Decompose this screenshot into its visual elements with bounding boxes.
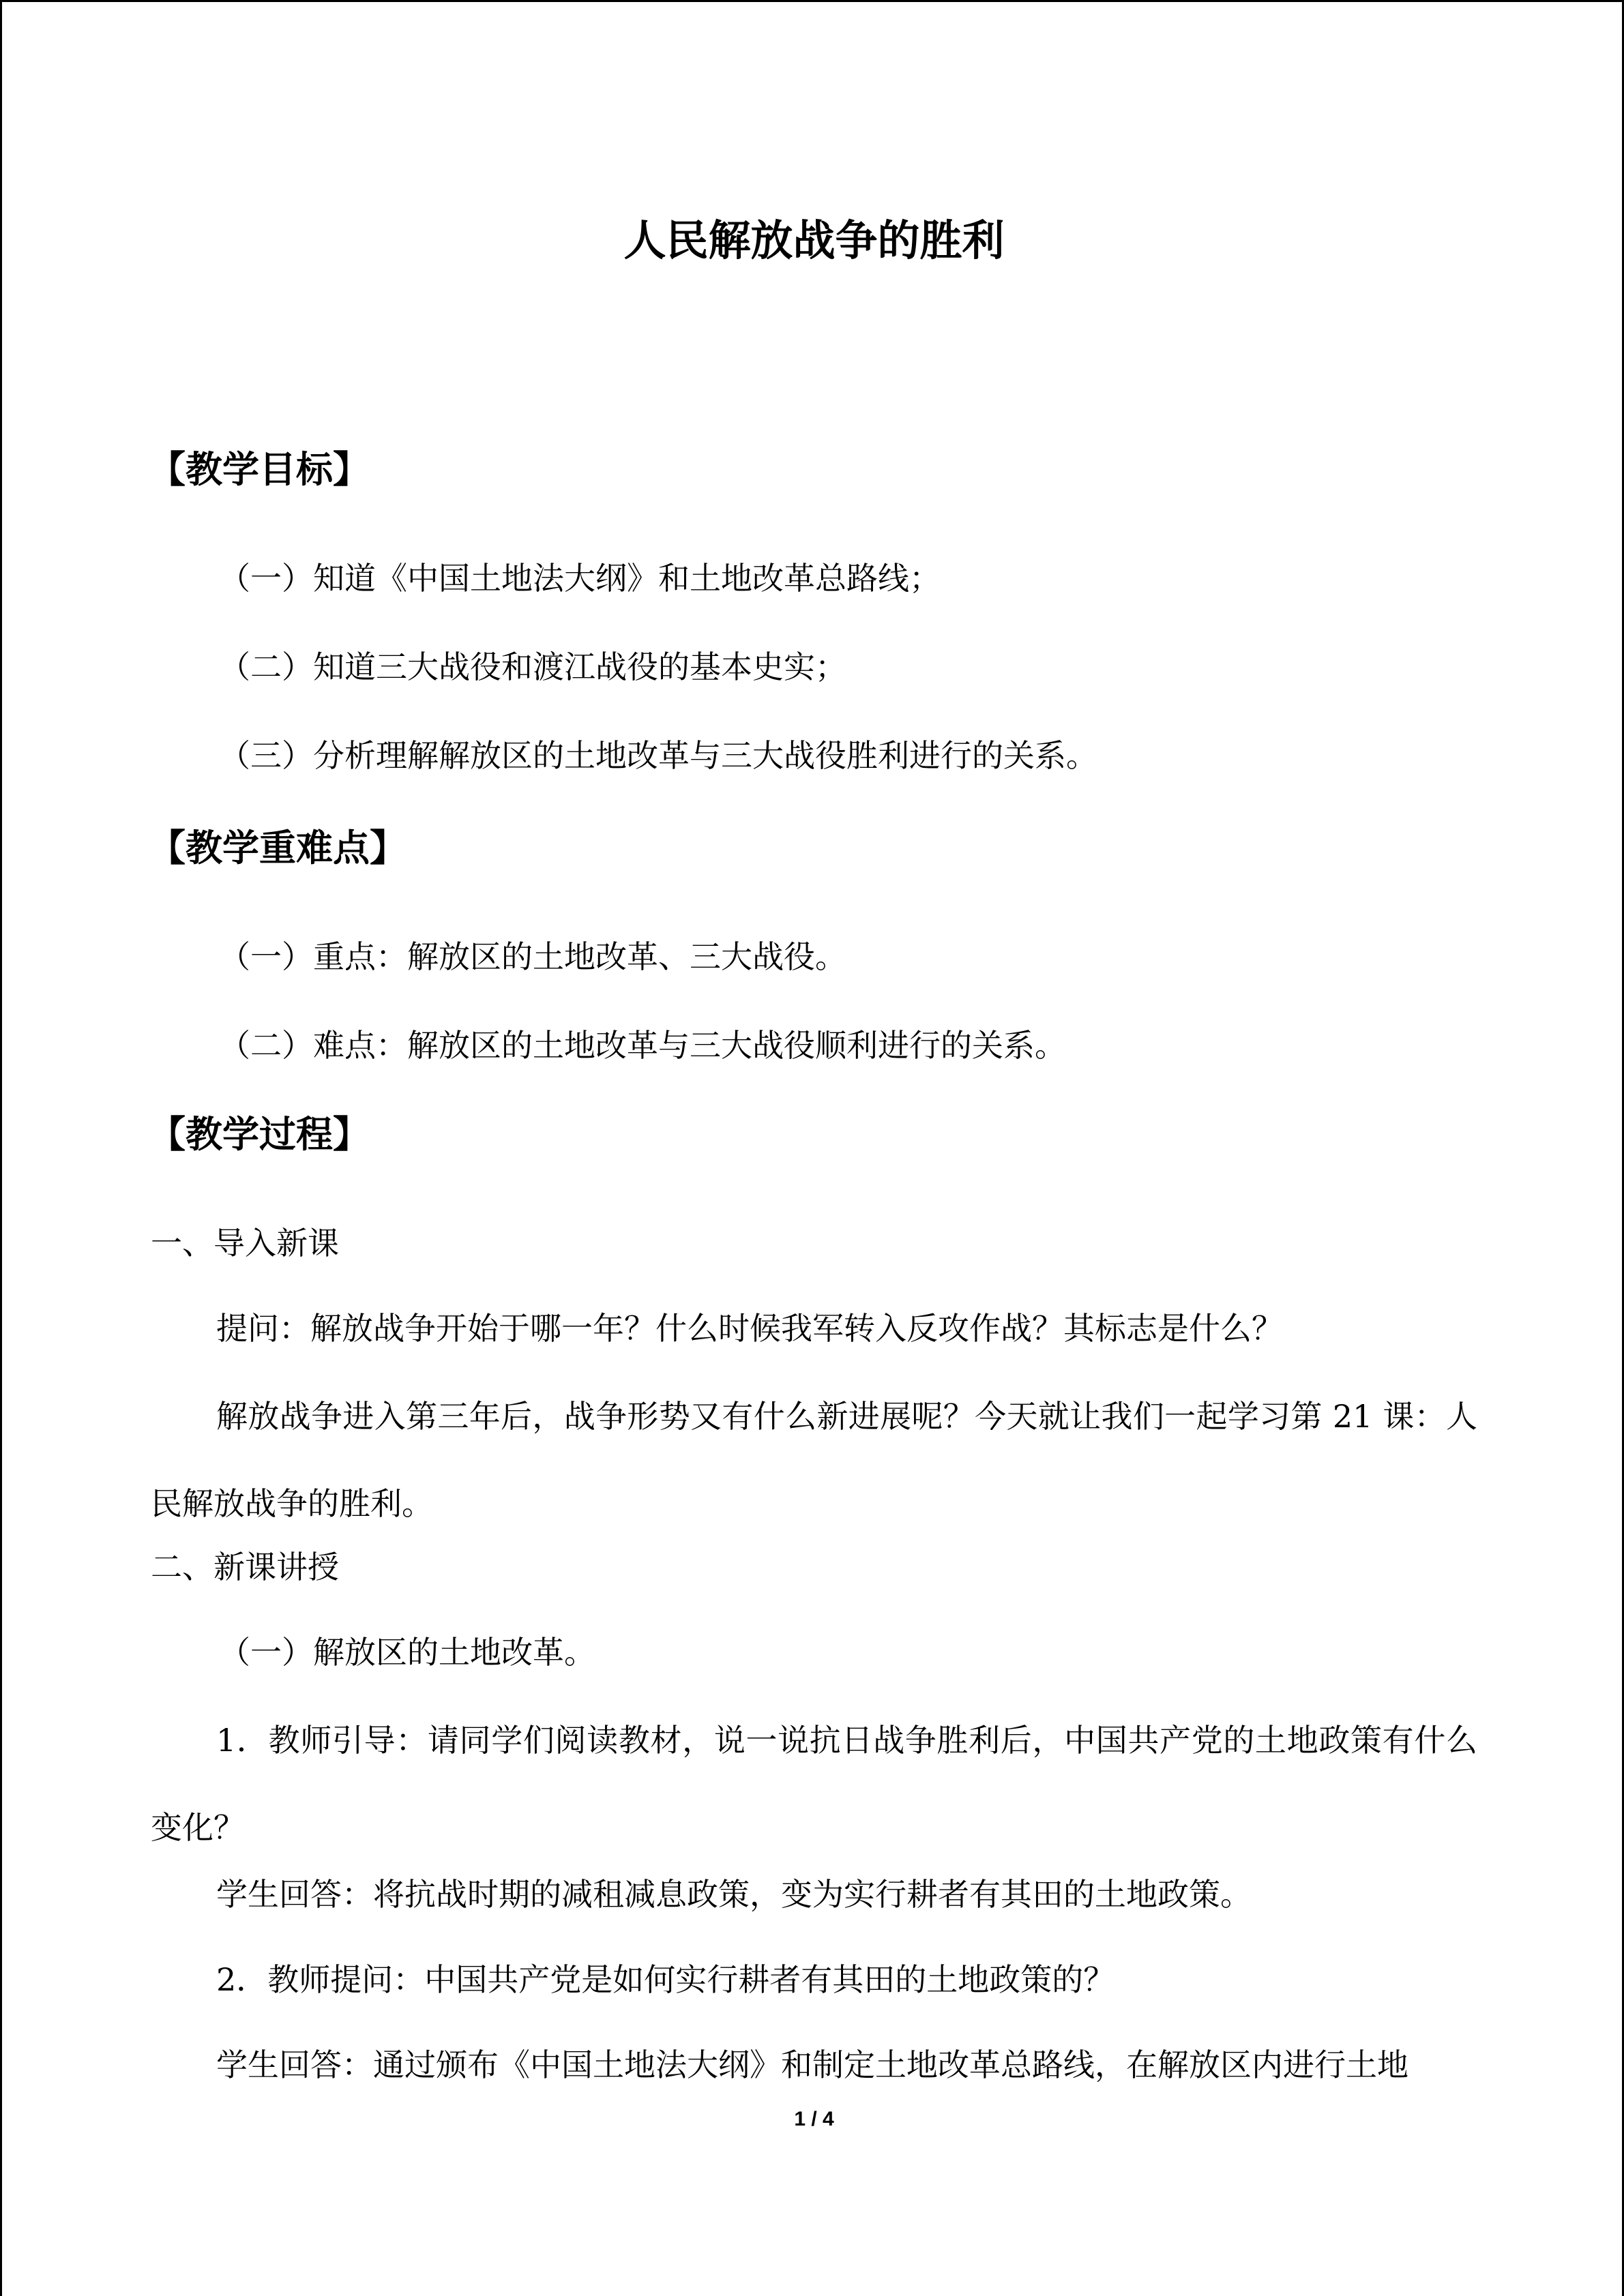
process-part1-intro: 解放战争进入第三年后，战争形势又有什么新进展呢？今天就让我们一起学习第 21 课：人民解放战争的胜利。 bbox=[151, 1398, 1477, 1522]
process-part2-heading: 二、新课讲授 bbox=[151, 1549, 339, 1585]
page-number: 1 / 4 bbox=[794, 2108, 834, 2130]
document-title: 人民解放战争的胜利 bbox=[623, 215, 1005, 265]
key-point-item-2: （二）难点：解放区的土地改革与三大战役顺利进行的关系。 bbox=[219, 1027, 1066, 1064]
process-part2-sub1: （一）解放区的土地改革。 bbox=[219, 1634, 595, 1671]
process-answer1: 学生回答：将抗战时期的减租减息政策，变为实行耕者有其田的土地政策。 bbox=[216, 1876, 1252, 1913]
process-step1: 1．教师引导：请同学们阅读教材，说一说抗日战争胜利后，中国共产党的土地政策有什么变化？ bbox=[151, 1722, 1477, 1846]
objective-item-2: （二）知道三大战役和渡江战役的基本史实； bbox=[219, 648, 846, 685]
process-step2: 2．教师提问：中国共产党是如何实行耕者有其田的土地政策的？ bbox=[216, 1961, 1115, 1998]
process-part1-question: 提问：解放战争开始于哪一年？什么时候我军转入反攻作战？其标志是什么？ bbox=[216, 1310, 1283, 1347]
section-heading-process: 【教学过程】 bbox=[149, 1112, 370, 1156]
process-answer2: 学生回答：通过颁布《中国土地法大纲》和制定土地改革总路线，在解放区内进行土地 bbox=[216, 2046, 1408, 2083]
objective-item-3: （三）分析理解解放区的土地改革与三大战役胜利进行的关系。 bbox=[219, 737, 1097, 774]
section-heading-objectives: 【教学目标】 bbox=[149, 447, 370, 491]
key-point-item-1: （一）重点：解放区的土地改革、三大战役。 bbox=[219, 938, 846, 975]
objective-item-1: （一）知道《中国土地法大纲》和土地改革总路线； bbox=[219, 560, 941, 597]
section-heading-key-points: 【教学重难点】 bbox=[149, 826, 407, 869]
process-part1-heading: 一、导入新课 bbox=[151, 1225, 339, 1262]
